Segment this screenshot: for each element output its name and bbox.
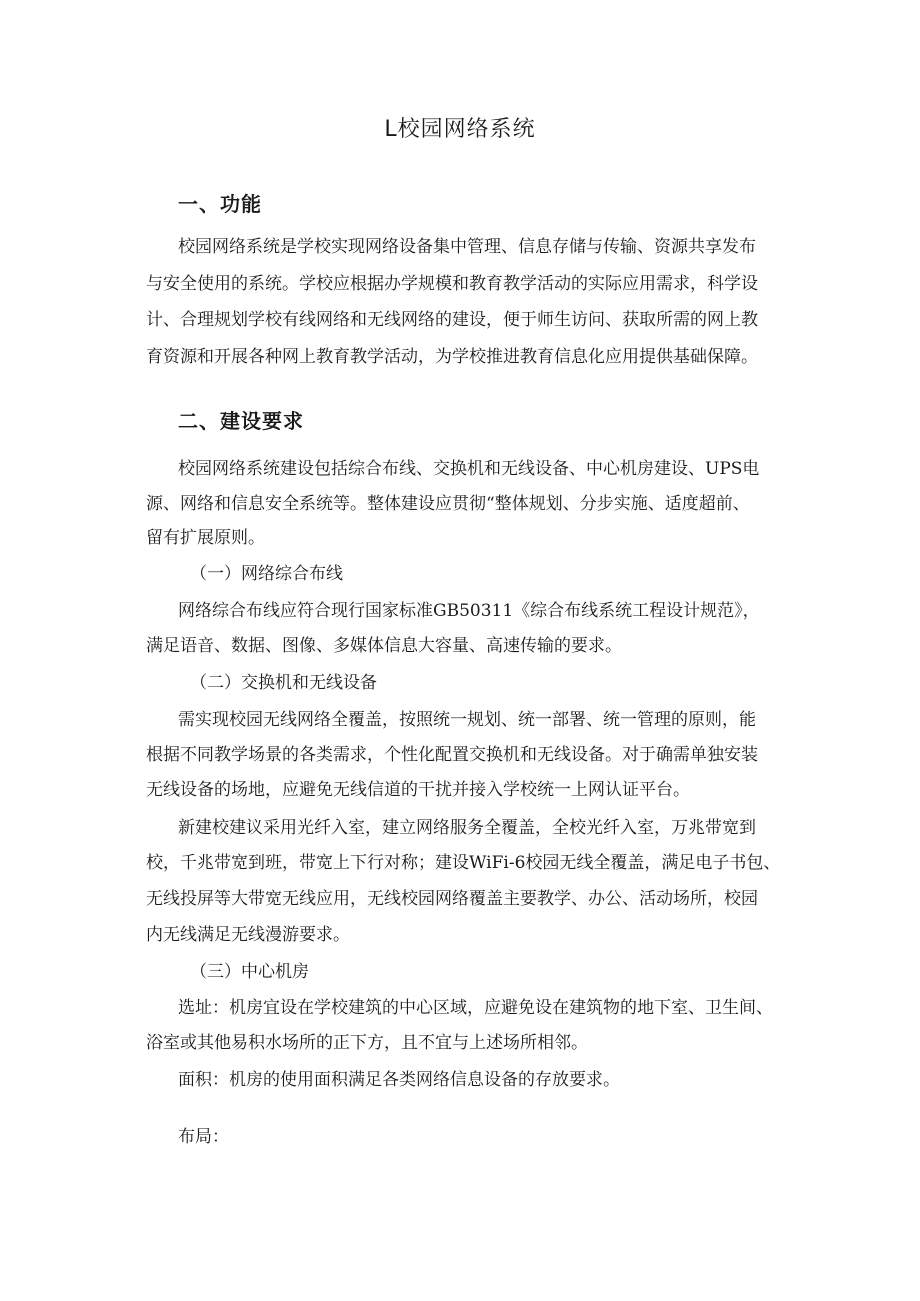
paragraph-line: 网络综合布线应符合现行国家标准GB50311《综合布线系统工程设计规范》， xyxy=(178,601,760,621)
paragraph-line: 留有扩展原则。 xyxy=(146,528,265,548)
paragraph-line: 无线投屏等大带宽无线应用，无线校园网络覆盖主要教学、办公、活动场所，校园 xyxy=(146,889,758,909)
subsection-heading-server-room: （三）中心机房 xyxy=(190,962,309,982)
subsection-heading-cabling: （一）网络综合布线 xyxy=(190,564,343,584)
paragraph-line: 选址：机房宜设在学校建筑的中心区域，应避免设在建筑物的地下室、卫生间、 xyxy=(178,998,773,1018)
paragraph-line: 内无线满足无线漫游要求。 xyxy=(146,925,350,945)
page-title: L校园网络系统 xyxy=(384,117,536,142)
paragraph-line: 与安全使用的系统。学校应根据办学规模和教育教学活动的实际应用需求，科学设 xyxy=(146,274,758,294)
paragraph-line: 浴室或其他易积水场所的正下方，且不宜与上述场所相邻。 xyxy=(146,1033,588,1053)
paragraph-line: 校，千兆带宽到班，带宽上下行对称；建设WiFi-6校园无线全覆盖，满足电子书包、 xyxy=(146,853,781,873)
paragraph-line: 育资源和开展各种网上教育教学活动，为学校推进教育信息化应用提供基础保障。 xyxy=(146,347,758,367)
paragraph-line: 校园网络系统是学校实现网络设备集中管理、信息存储与传输、资源共享发布 xyxy=(178,237,756,257)
paragraph-line: 计、合理规划学校有线网络和无线网络的建设，便于师生访问、获取所需的网上教 xyxy=(146,310,758,330)
paragraph-line: 校园网络系统建设包括综合布线、交换机和无线设备、中心机房建设、UPS电 xyxy=(178,459,760,479)
paragraph-line: 布局： xyxy=(178,1127,229,1147)
section-heading-function: 一、功能 xyxy=(178,192,262,216)
section-heading-requirements: 二、建设要求 xyxy=(178,409,304,433)
paragraph-line: 源、网络和信息安全系统等。整体建设应贯彻“整体规划、分步实施、适度超前、 xyxy=(146,494,750,514)
paragraph-line: 新建校建议采用光纤入室，建立网络服务全覆盖，全校光纤入室，万兆带宽到 xyxy=(178,818,756,838)
paragraph-line: 面积：机房的使用面积满足各类网络信息设备的存放要求。 xyxy=(178,1070,620,1090)
paragraph-line: 无线设备的场地，应避免无线信道的干扰并接入学校统一上网认证平台。 xyxy=(146,780,690,800)
paragraph-line: 满足语音、数据、图像、多媒体信息大容量、高速传输的要求。 xyxy=(146,636,622,656)
paragraph-line: 需实现校园无线网络全覆盖，按照统一规划、统一部署、统一管理的原则，能 xyxy=(178,710,756,730)
subsection-heading-switches: （二）交换机和无线设备 xyxy=(190,673,377,693)
paragraph-line: 根据不同教学场景的各类需求，个性化配置交换机和无线设备。对于确需单独安装 xyxy=(146,745,758,765)
